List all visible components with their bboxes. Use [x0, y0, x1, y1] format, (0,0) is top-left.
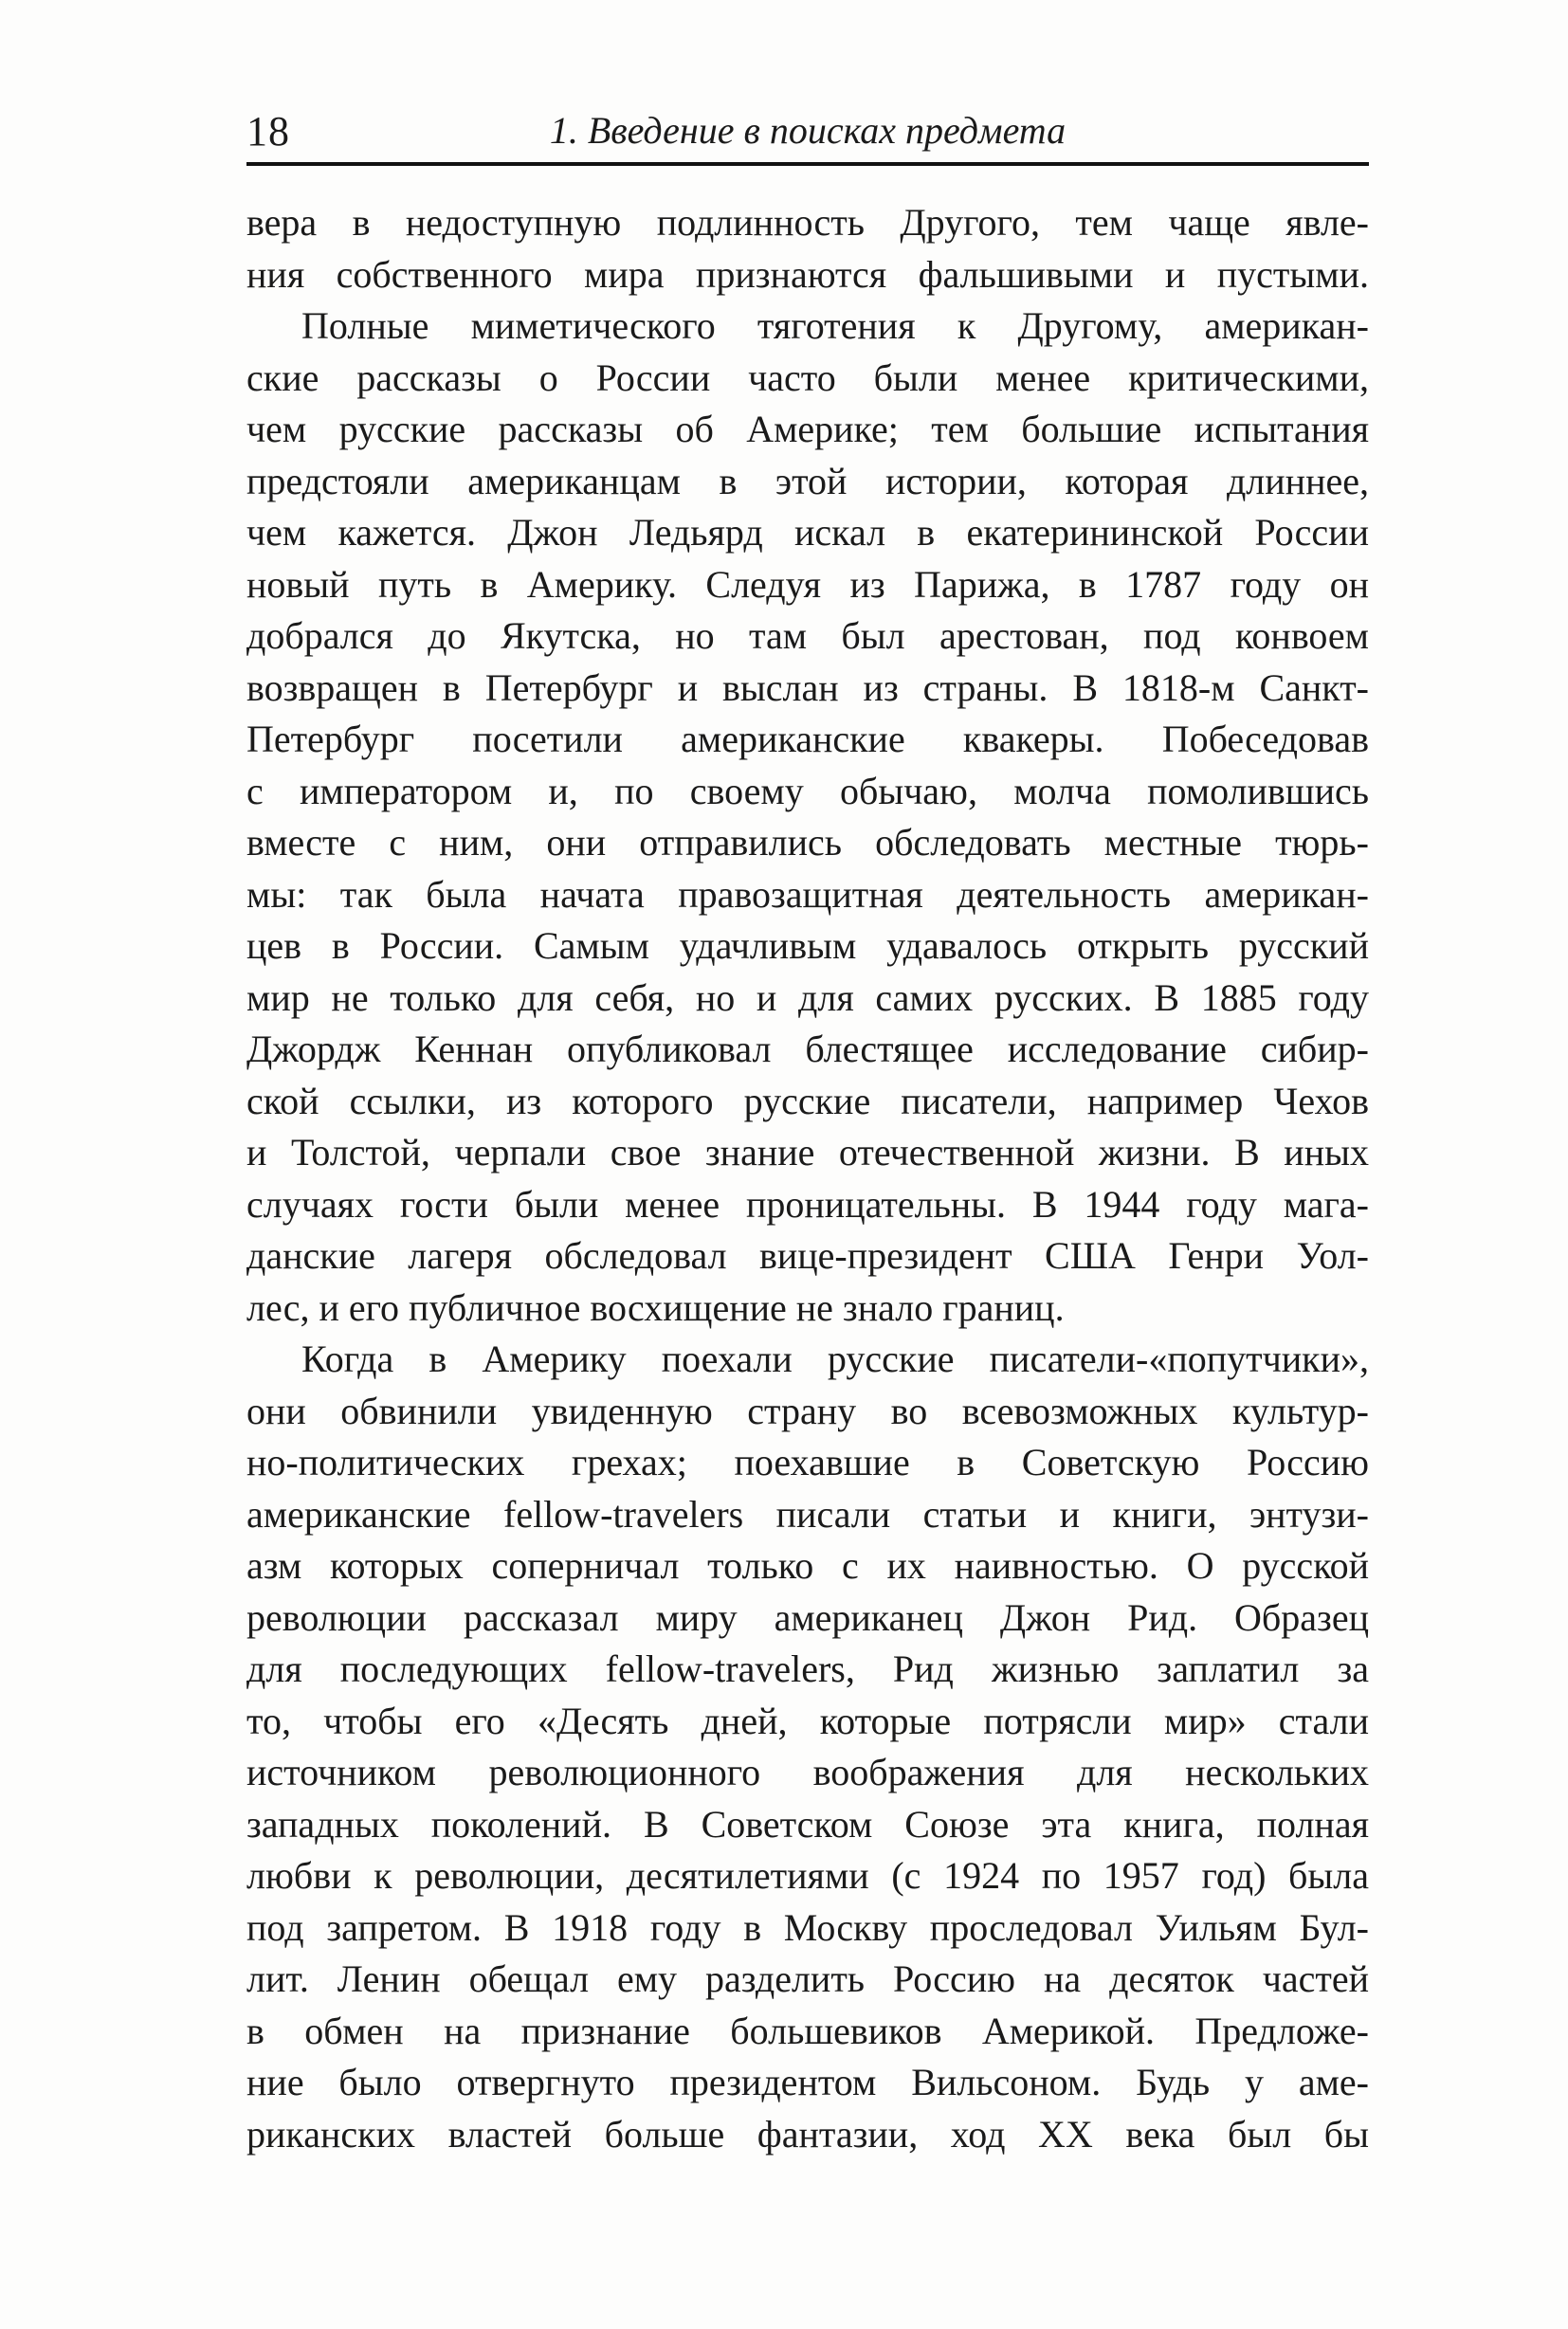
- body-line: они обвинили увиденную страну во всевозможных культур-: [246, 1389, 1369, 1432]
- body-line: чем кажется. Джон Ледьярд искал в екатерининской России: [246, 511, 1369, 554]
- body-line: Когда в Америку поехали русские писатели-«попутчики»,: [301, 1337, 1369, 1380]
- body-line: Джордж Кеннан опубликовал блестящее исследование сибир-: [246, 1028, 1369, 1070]
- body-line: мы: так была начата правозащитная деятельность американ-: [246, 872, 1369, 916]
- body-line: но-политических грехах; поехавшие в Советскую Россию: [246, 1441, 1369, 1483]
- body-line: возвращен в Петербург и выслан из страны. В 1818-м Санкт-: [246, 665, 1369, 709]
- body-line: добрался до Якутска, но там был арестован, под конвоем: [246, 614, 1369, 657]
- body-line: американские fellow-travelers писали статьи и книги, энтузи-: [246, 1492, 1369, 1536]
- body-line: ние было отвергнуто президентом Вильсоном. Будь у аме-: [246, 2061, 1369, 2103]
- body-line: лит. Ленин обещал ему разделить Россию на десяток частей: [246, 1957, 1369, 2000]
- body-line: Петербург посетили американские квакеры. Побеседовав: [246, 718, 1369, 760]
- body-line: революции рассказал миру американец Джон Рид. Образец: [246, 1595, 1369, 1639]
- body-line: ской ссылки, из которого русские писатели, например Чехов: [246, 1079, 1369, 1122]
- body-line: риканских властей больше фантазии, ход XX века был бы: [246, 2112, 1369, 2156]
- body-line: с императором и, по своему обычаю, молча помолившись: [246, 769, 1369, 812]
- header-rule: [246, 162, 1369, 166]
- body-line: источником революционного воображения для нескольких: [246, 1751, 1369, 1793]
- body-line: данские лагеря обследовал вице-президент США Генри Уол-: [246, 1234, 1369, 1277]
- body-line: ские рассказы о России часто были менее критическими,: [246, 355, 1369, 399]
- body-line: вместе с ним, они отправились обследовать местные тюрь-: [246, 821, 1369, 864]
- body-text: [246, 197, 1369, 2160]
- body-line: под запретом. В 1918 году в Москву проследовал Уильям Бул-: [246, 1905, 1369, 1949]
- body-line: западных поколений. В Советском Союзе эта книга, полная: [246, 1802, 1369, 1846]
- page-number: 18: [246, 108, 290, 155]
- body-line: и Толстой, черпали свое знание отечественной жизни. В иных: [246, 1131, 1369, 1174]
- running-head: 1. Введение в поисках предмета: [549, 109, 1067, 152]
- body-line: лес, и его публичное восхищение не знало границ.: [246, 1285, 1065, 1329]
- body-line: новый путь в Америку. Следуя из Парижа, в 1787 году он: [246, 562, 1369, 606]
- page-header: [246, 106, 1369, 154]
- body-line: Полные миметического тяготения к Другому, американ-: [301, 304, 1369, 347]
- body-line: то, чтобы его «Десять дней, которые потрясли мир» стали: [246, 1699, 1369, 1742]
- body-line: предстояли американцам в этой истории, которая длиннее,: [246, 459, 1369, 502]
- body-line: любви к революции, десятилетиями (с 1924 по 1957 год) была: [246, 1854, 1369, 1897]
- body-line: случаях гости были менее проницательны. В 1944 году мага-: [246, 1182, 1369, 1226]
- body-line: вера в недоступную подлинность Другого, тем чаще явле-: [246, 201, 1369, 244]
- body-line: чем русские рассказы об Америке; тем большие испытания: [246, 408, 1369, 450]
- body-line: для последующих fellow-travelers, Рид жизнью заплатил за: [246, 1647, 1369, 1690]
- body-line: цев в России. Самым удачливым удавалось открыть русский: [246, 924, 1369, 967]
- body-line: ния собственного мира признаются фальшивыми и пустыми.: [246, 252, 1369, 296]
- body-line: азм которых соперничал только с их наивностью. О русской: [246, 1544, 1369, 1587]
- body-line: мир не только для себя, но и для самих русских. В 1885 году: [246, 975, 1369, 1019]
- body-line: в обмен на признание большевиков Америкой. Предложе-: [246, 2009, 1369, 2052]
